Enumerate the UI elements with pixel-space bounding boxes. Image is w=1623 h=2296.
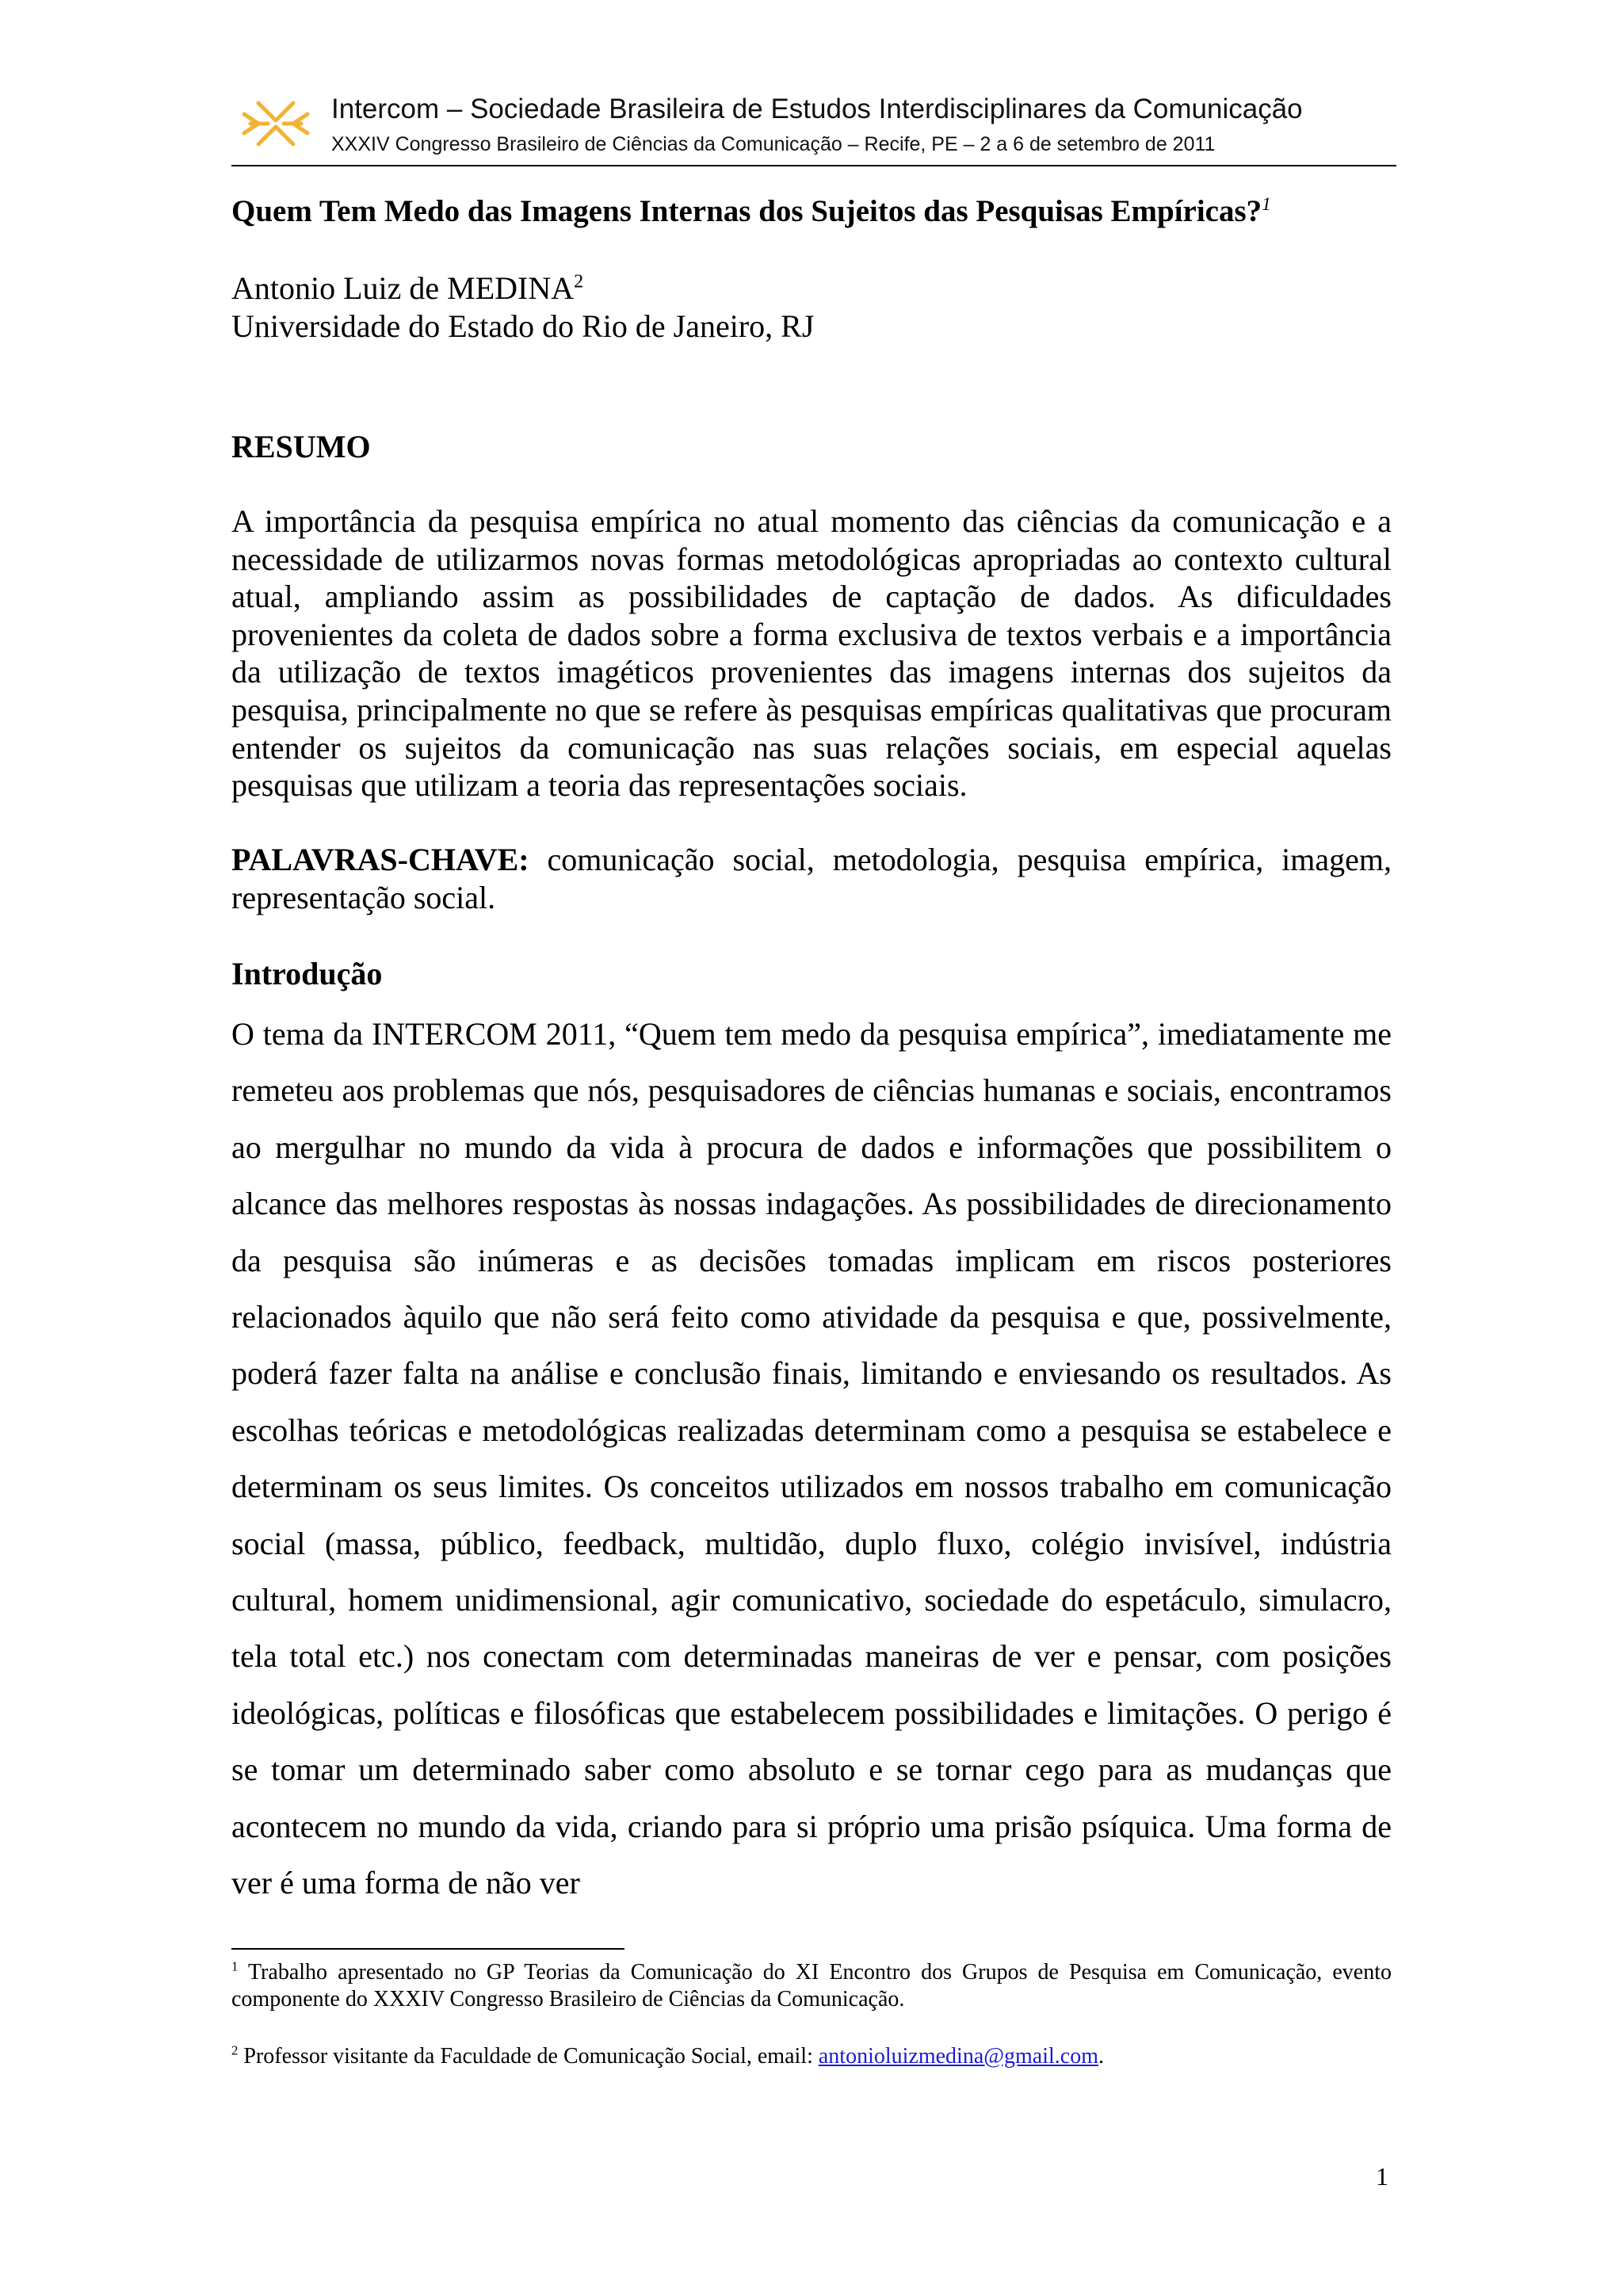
footnote-1 bbox=[231, 1959, 1392, 2013]
header-society-name: Intercom – Sociedade Brasileira de Estudos Interdisciplinares da Comunicação bbox=[331, 94, 1303, 124]
keywords bbox=[231, 841, 1392, 916]
footnote-1-text: Trabalho apresentado no GP Teorias da Comunicação do XI Encontro dos Grupos de Pesquisa em Comunicação, evento componente do XXXIV Congresso Brasileiro de Ciências da Comunicação. bbox=[231, 1960, 1392, 2011]
footnote-1-number: 1 bbox=[231, 1958, 239, 1974]
intercom-logo-icon bbox=[239, 97, 312, 151]
footnote-divider bbox=[231, 1948, 624, 1950]
keywords-label: PALAVRAS-CHAVE: bbox=[231, 842, 529, 877]
author-name: Antonio Luiz de MEDINA bbox=[231, 270, 575, 306]
author-affiliation: Universidade do Estado do Rio de Janeiro, RJ bbox=[231, 308, 815, 344]
introduction-heading: Introdução bbox=[231, 956, 383, 991]
keywords-text: comunicação social, metodologia, pesquisa empírica, imagem, representação social. bbox=[231, 842, 1392, 915]
footnote-2-text: Professor visitante da Faculdade de Comunicação Social, email: bbox=[238, 2044, 819, 2069]
page-number: 1 bbox=[1376, 2162, 1388, 2191]
header-congress-info: XXXIV Congresso Brasileiro de Ciências da Comunicação – Recife, PE – 2 a 6 de setembro de 2011 bbox=[331, 133, 1216, 155]
abstract-text: A importância da pesquisa empírica no atual momento das ciências da comunicação e a necessidade de utilizarmos novas formas metodológicas apropriadas ao contexto cultural atual, ampliando assim as possibilidades de captação de dados. As dificuldades provenientes da coleta de dados sobre a forma exclusiva de textos verbais e a importância da utilização de textos imagéticos provenientes das imagens internas dos sujeitos da pesquisa, principalmente no que se refere às pesquisas empíricas qualitativas que procuram entender os sujeitos da comunicação nas suas relações sociais, em especial aquelas pesquisas que utilizam a teoria das representações sociais. bbox=[231, 503, 1392, 804]
footnote-2 bbox=[231, 2043, 1392, 2070]
footnote-2-number: 2 bbox=[231, 2042, 239, 2058]
author-name-line bbox=[231, 269, 1392, 308]
title-footnote-ref[interactable]: 1 bbox=[1262, 194, 1271, 215]
footnote-2-end: . bbox=[1098, 2044, 1105, 2069]
author-block bbox=[231, 269, 1392, 346]
author-footnote-ref[interactable]: 2 bbox=[574, 271, 584, 292]
abstract-heading: RESUMO bbox=[231, 429, 371, 464]
author-email-link[interactable]: antonioluizmedina@gmail.com bbox=[818, 2044, 1099, 2069]
header-divider bbox=[231, 165, 1396, 166]
introduction-text: O tema da INTERCOM 2011, “Quem tem medo da pesquisa empírica”, imediatamente me remeteu aos problemas que nós, pesquisadores de ciências humanas e sociais, encontramos ao mergulhar no mundo da vida à procura de dados e informações que possibilitem o alcance das melhores respostas às nossas indagações. As possibilidades de direcionamento da pesquisa são inúmeras e as decisões tomadas implicam em riscos posteriores relacionados àquilo que não será feito como atividade da pesquisa e que, possivelmente, poderá fazer falta na análise e conclusão finais, limitando e enviesando os resultados. As escolhas teóricas e metodológicas realizadas determinam como a pesquisa se estabelece e determinam os seus limites. Os conceitos utilizados em nossos trabalho em comunicação social (massa, público, feedback, multidão, duplo fluxo, colégio invisível, indústria cultural, homem unidimensional, agir comunicativo, sociedade do espetáculo, simulacro, tela total etc.) nos conectam com determinadas maneiras de ver e pensar, com posições ideológicas, políticas e filosóficas que estabelecem possibilidades e limitações. O perigo é se tomar um determinado saber como absoluto e se tornar cego para as mudanças que acontecem no mundo da vida, criando para si próprio uma prisão psíquica. Uma forma de ver é uma forma de não ver bbox=[231, 1016, 1392, 1901]
paper-title-text: Quem Tem Medo das Imagens Internas dos Sujeitos das Pesquisas Empíricas? bbox=[231, 194, 1262, 228]
paper-title bbox=[231, 193, 1392, 229]
